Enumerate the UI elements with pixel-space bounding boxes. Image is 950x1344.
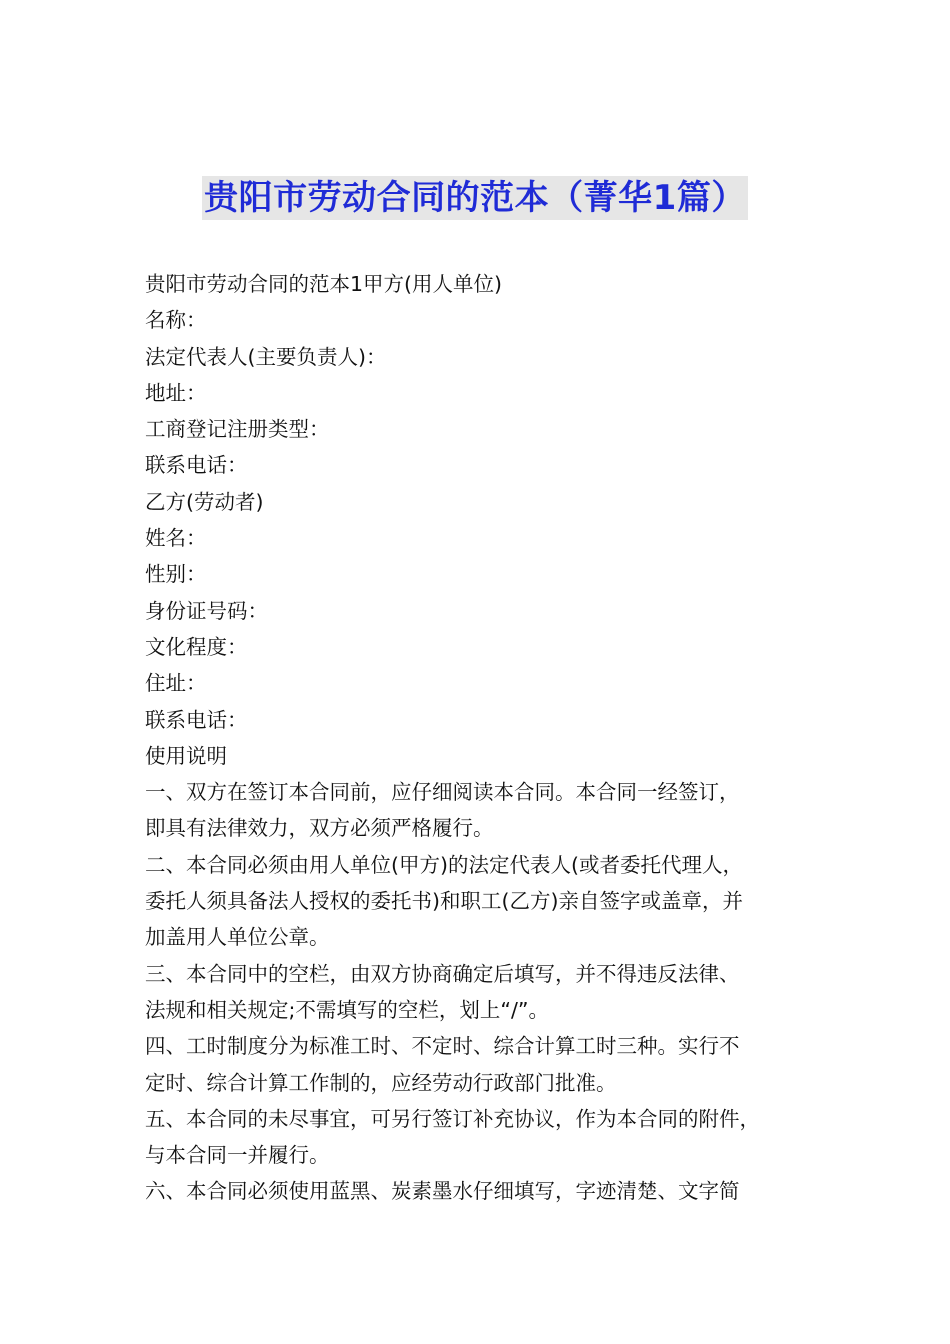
text-line: 联系电话： bbox=[145, 707, 248, 732]
text-line: 贵阳市劳动合同的范本1甲方(用人单位) bbox=[145, 272, 503, 296]
text-line: 即具有法律效力，双方必须严格履行。 bbox=[145, 816, 494, 841]
text-line: 一、双方在签订本合同前，应仔细阅读本合同。本合同一经签订， bbox=[145, 780, 740, 805]
text-line: 名称： bbox=[145, 308, 207, 333]
text-line: 加盖用人单位公章。 bbox=[145, 925, 330, 950]
text-line: 地址： bbox=[145, 380, 207, 405]
text-line: 与本合同一并履行。 bbox=[145, 1143, 330, 1168]
text-line: 身份证号码： bbox=[145, 598, 268, 623]
text-line: 姓名： bbox=[145, 526, 207, 551]
text-line: 使用说明 bbox=[145, 743, 227, 768]
text-line: 三、本合同中的空栏，由双方协商确定后填写，并不得违反法律、 bbox=[145, 961, 740, 986]
text-line: 四、工时制度分为标准工时、不定时、综合计算工时三种。实行不 bbox=[145, 1034, 740, 1059]
text-line: 定时、综合计算工作制的，应经劳动行政部门批准。 bbox=[145, 1070, 617, 1095]
text-line: 联系电话： bbox=[145, 453, 248, 478]
text-line: 二、本合同必须由用人单位(甲方)的法定代表人(或者委托代理人， bbox=[145, 852, 743, 877]
title-container bbox=[0, 176, 950, 220]
document-title: 贵阳市劳动合同的范本（菁华1篇） bbox=[204, 178, 746, 218]
text-line: 性别： bbox=[145, 562, 207, 587]
text-line: 法规和相关规定;不需填写的空栏，划上“/”。 bbox=[145, 997, 550, 1022]
text-line: 工商登记注册类型： bbox=[145, 417, 330, 442]
text-line: 六、本合同必须使用蓝黑、炭素墨水仔细填写，字迹清楚、文字简 bbox=[145, 1179, 740, 1204]
text-line: 住址： bbox=[145, 671, 207, 696]
text-line: 委托人须具备法人授权的委托书)和职工(乙方)亲自签字或盖章，并 bbox=[145, 889, 743, 914]
text-line: 文化程度： bbox=[145, 634, 248, 659]
text-line: 乙方(劳动者) bbox=[145, 489, 264, 514]
text-line: 五、本合同的未尽事宜，可另行签订补充协议，作为本合同的附件， bbox=[145, 1106, 760, 1131]
document-body bbox=[145, 266, 825, 1210]
text-line: 法定代表人(主要负责人)： bbox=[145, 344, 387, 369]
